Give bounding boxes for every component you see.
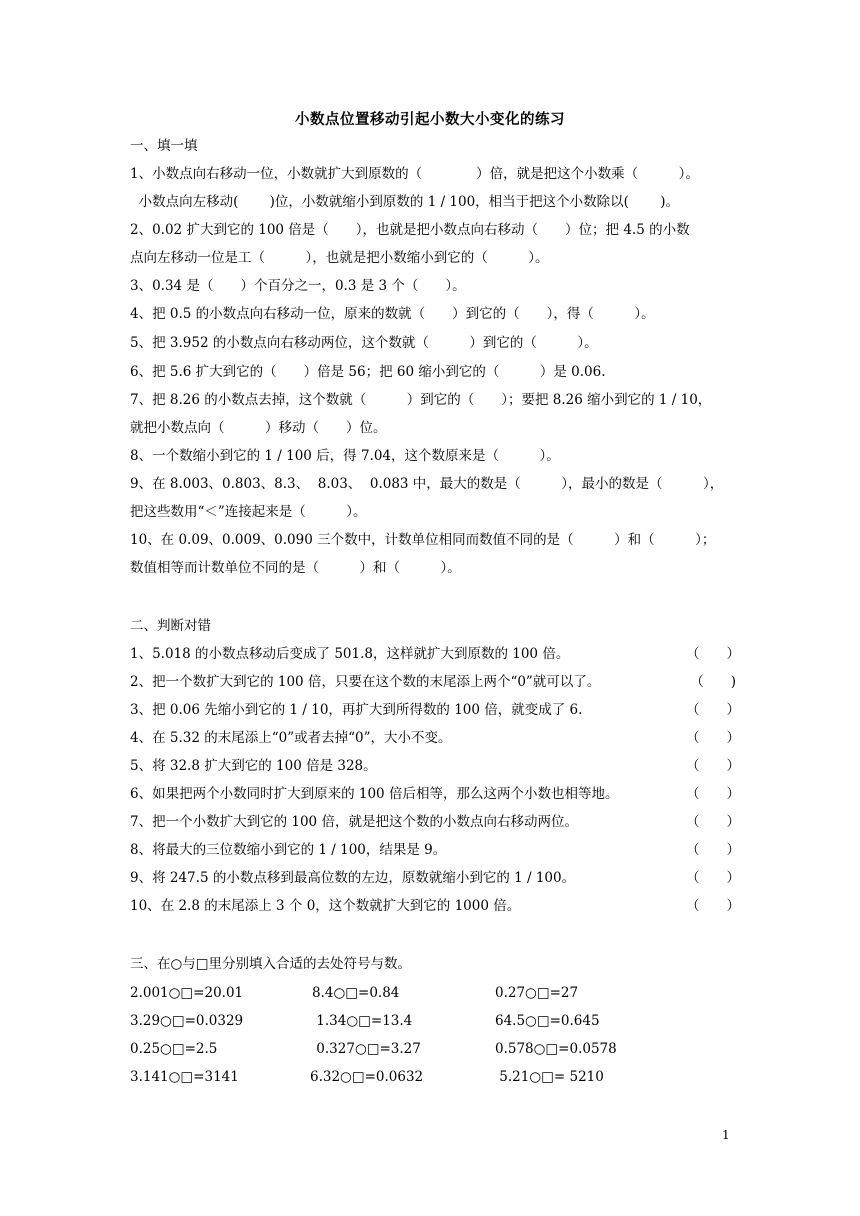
fill-line: 7、把 8.26 的小数点去掉，这个数就（ ）到它的（ ）；要把 8.26 缩小到它的 1 / 10，	[130, 392, 712, 408]
equation-cell: 0.578○□=0.0578	[495, 1041, 617, 1057]
judge-statement: 6、如果把两个小数同时扩大到原来的 100 倍后相等，那么这两个小数也相等地。	[130, 786, 619, 802]
page-title: 小数点位置移动引起小数大小变化的练习	[295, 111, 565, 128]
answer-paren[interactable]: （ ）	[686, 842, 740, 858]
fill-line: 点向左移动一位是工（ ），也就是把小数缩小到它的（ ）。	[130, 250, 549, 266]
judge-statement: 7、把一个小数扩大到它的 100 倍，就是把这个数的小数点向右移动两位。	[130, 814, 578, 830]
fill-line: 把这些数用“＜”连接起来是（ ）。	[130, 504, 367, 520]
fill-line: 数值相等而计数单位不同的是（ ）和（ ）。	[130, 560, 461, 576]
judge-statement: 1、5.018 的小数点移动后变成了 501.8，这样就扩大到原数的 100 倍。	[130, 646, 570, 662]
fill-line: 6、把 5.6 扩大到它的（ ）倍是 56；把 60 缩小到它的（ ）是 0.06.	[130, 364, 606, 380]
fill-line: 5、把 3.952 的小数点向右移动两位，这个数就（ ）到它的（ ）。	[130, 335, 598, 351]
judge-statement: 9、将 247.5 的小数点移到最高位数的左边，原数就缩小到它的 1 / 100。	[130, 870, 576, 886]
section2-heading: 二、判断对错	[130, 618, 211, 634]
equation-cell: 0.27○□=27	[495, 985, 579, 1001]
fill-line: 10、在 0.09、0.009、0.090 三个数中，计数单位相同而数值不同的是（ ）和（ ）；	[130, 532, 716, 548]
fill-line: 就把小数点向（ ）移动（ ）位。	[130, 420, 387, 436]
answer-paren[interactable]: （ ）	[686, 786, 740, 802]
fill-line: 8、一个数缩小到它的 1 / 100 后，得 7.04，这个数原来是（ ）。	[130, 448, 560, 464]
judge-statement: 8、将最大的三位数缩小到它的 1 / 100，结果是 9。	[130, 842, 447, 858]
equation-cell: 64.5○□=0.645	[495, 1013, 600, 1029]
answer-paren[interactable]: （ ）	[686, 646, 740, 662]
equation-cell: 3.29○□=0.0329	[130, 1013, 244, 1029]
answer-paren[interactable]: （ ）	[686, 702, 740, 718]
answer-paren[interactable]: （ ）	[686, 758, 740, 774]
equation-cell: 0.25○□=2.5	[130, 1041, 218, 1057]
judge-statement: 5、将 32.8 扩大到它的 100 倍是 328。	[130, 758, 377, 774]
judge-statement: 4、在 5.32 的末尾添上“0”或者去掉“0”，大小不变。	[130, 730, 452, 746]
answer-paren[interactable]: （ ）	[686, 870, 740, 886]
equation-cell: 8.4○□=0.84	[312, 985, 400, 1001]
fill-line: 9、在 8.003、0.803、8.3、 8.03、 0.083 中，最大的数是（ ），最小的数是（ ），	[130, 476, 724, 492]
answer-paren[interactable]: （ ）	[686, 898, 740, 914]
fill-line: 4、把 0.5 的小数点向右移动一位，原来的数就（ ）到它的（ ），得（ ）。	[130, 306, 655, 322]
section1-heading: 一、填一填	[130, 138, 198, 154]
answer-paren[interactable]: （ ）	[686, 814, 740, 830]
equation-cell: 1.34○□=13.4	[312, 1013, 413, 1029]
fill-line: 小数点向左移动( )位，小数就缩小到原数的 1 / 100，相当于把这个小数除以( )。	[130, 194, 680, 210]
page-number: 1	[722, 1128, 730, 1142]
equation-cell: 5.21○□= 5210	[495, 1069, 604, 1085]
judge-statement: 3、把 0.06 先缩小到它的 1 / 10，再扩大到所得数的 100 倍，就变成了 6.	[130, 702, 583, 718]
equation-cell: 3.141○□=3141	[130, 1069, 239, 1085]
fill-line: 1、小数点向右移动一位，小数就扩大到原数的（ ）倍，就是把这个小数乘（ ）。	[130, 166, 699, 182]
answer-paren[interactable]: （ )	[686, 674, 737, 690]
equation-cell: 2.001○□=20.01	[130, 985, 244, 1001]
judge-statement: 2、把一个数扩大到它的 100 倍，只要在这个数的末尾添上两个“0”就可以了。	[130, 674, 601, 690]
fill-line: 2、0.02 扩大到它的 100 倍是（ ），也就是把小数点向右移动（ ）位；把 4.5 的小数	[130, 222, 690, 238]
answer-paren[interactable]: （ ）	[686, 730, 740, 746]
equation-cell: 0.327○□=3.27	[312, 1041, 421, 1057]
judge-statement: 10、在 2.8 的末尾添上 3 个 0，这个数就扩大到它的 1000 倍。	[130, 898, 521, 914]
section3-heading: 三、在○与□里分别填入合适的去处符号与数。	[130, 956, 412, 972]
fill-line: 3、0.34 是（ ）个百分之一，0.3 是 3 个（ ）。	[130, 278, 466, 294]
equation-cell: 6.32○□=0.0632	[310, 1069, 424, 1085]
